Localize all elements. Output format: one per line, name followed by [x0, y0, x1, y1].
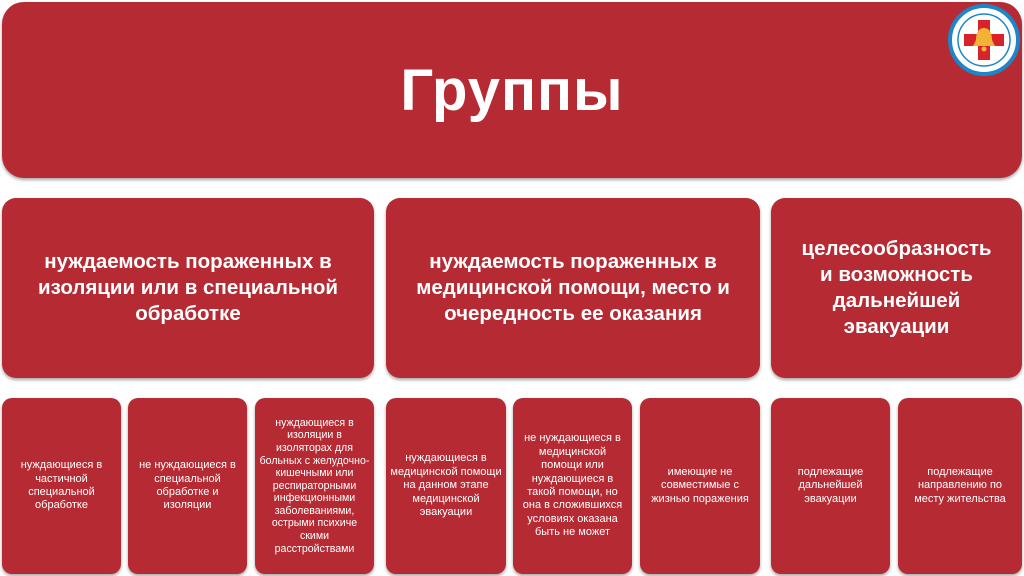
group-box-evacuation	[771, 198, 1022, 378]
group-label: нуждаемость пораженных в медицинской помощи, место и очередность ее оказания	[416, 250, 730, 325]
title-box	[2, 2, 1022, 178]
subgroup-box	[2, 398, 121, 574]
subgroup-label: нуждающиеся в медицинской помощи на данном этапе медицинской эвакуации	[390, 452, 502, 519]
subgroup-label: подлежащие направлению по месту жительства	[914, 465, 1006, 505]
subgroup-label: нуждающиеся в изоляции в изоляторах для больных с желудочно-кишечными или респираторными инфекционными заболеваниями, острыми психиче скими расстройствами	[259, 416, 370, 555]
subgroup-box	[255, 398, 374, 574]
subgroup-box	[513, 398, 632, 574]
subgroup-box	[128, 398, 247, 574]
subgroup-box	[898, 398, 1022, 574]
subgroup-label: имеющие не совместимые с жизнью поражения	[651, 465, 749, 505]
group-label: целесообразность и возможность дальнейшей эвакуации	[801, 237, 992, 338]
group-label: нуждаемость пораженных в изоляции или в специальной обработке	[38, 250, 338, 325]
subgroup-box	[640, 398, 760, 574]
emblem-logo-icon	[948, 4, 1020, 76]
subgroup-label: не нуждающиеся в медицинской помощи или нуждающиеся в такой помощи, но она в сложившихся условиях оказана быть не может	[522, 432, 623, 539]
subgroup-box	[386, 398, 506, 574]
subgroup-label: подлежащие дальнейшей эвакуации	[797, 465, 864, 505]
subgroup-label: нуждающиеся в частичной специальной обработке	[20, 459, 103, 512]
subgroup-box	[771, 398, 890, 574]
page-title: Группы	[400, 57, 624, 123]
group-box-medical-help	[386, 198, 760, 378]
group-box-isolation	[2, 198, 374, 378]
subgroup-label: не нуждающиеся в специальной обработке и изоляции	[139, 459, 236, 512]
